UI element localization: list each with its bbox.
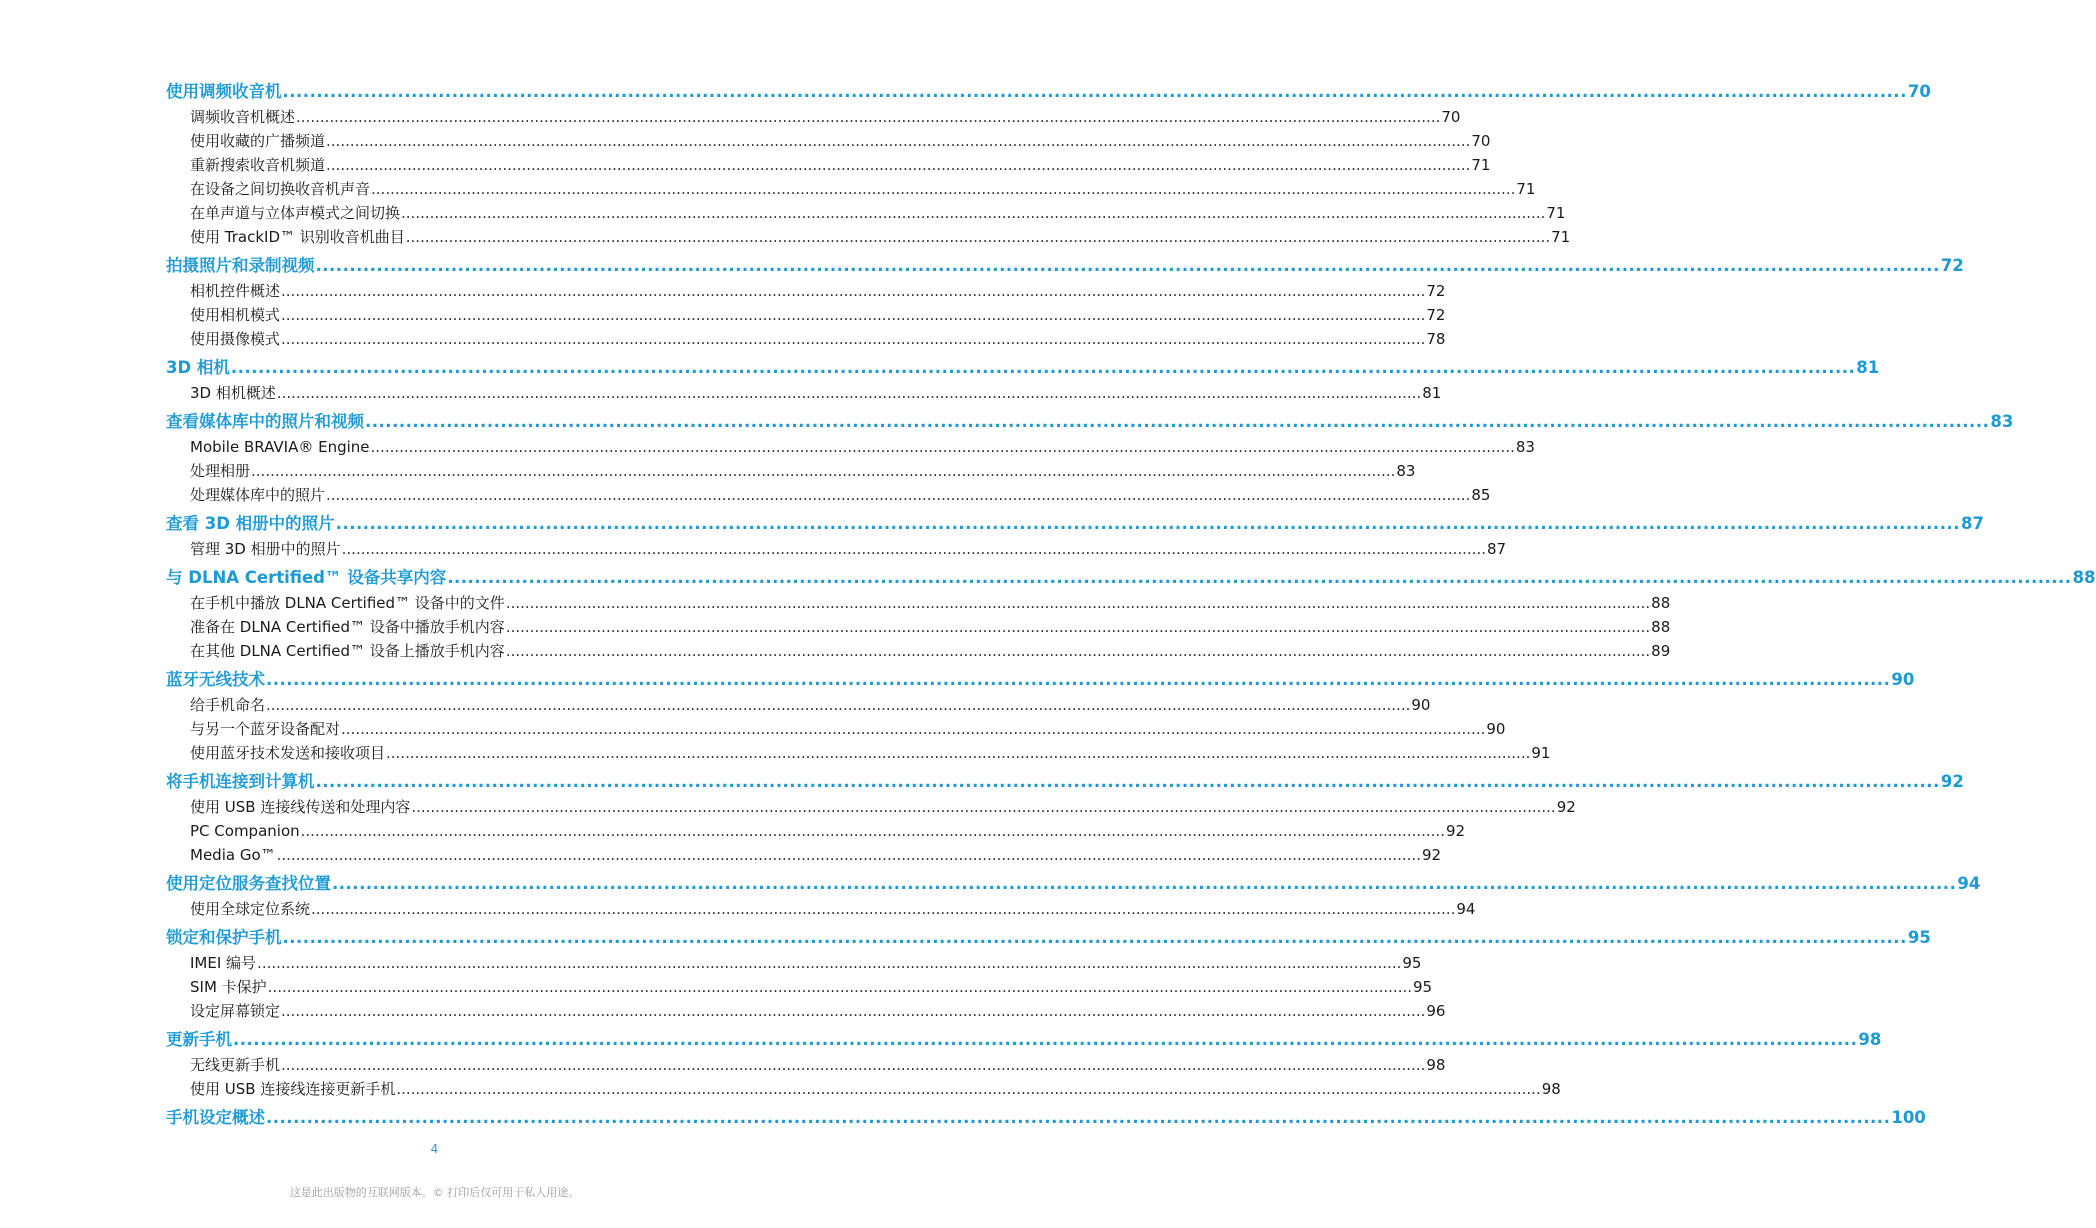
toc-item-title: 给手机命名 <box>190 696 266 714</box>
toc-section-page: 90 <box>1891 670 1915 689</box>
toc-item[interactable] <box>166 153 1491 177</box>
dot-leader: ................................................................................................................................................................................................................................................ <box>505 618 1651 636</box>
toc-section-title: 使用调频收音机 <box>166 82 282 101</box>
toc-item-title: 使用蓝牙技术发送和接收项目 <box>190 744 386 762</box>
dot-leader: ................................................................................................................................................................................................................................................ <box>315 256 1940 275</box>
toc-item-title: Mobile BRAVIA® Engine <box>190 438 370 456</box>
dot-leader: ................................................................................................................................................................................................................................................ <box>341 540 1486 558</box>
toc-section-title: 使用定位服务查找位置 <box>166 874 331 893</box>
dot-leader: ................................................................................................................................................................................................................................................ <box>267 978 1412 996</box>
toc-item-page: 78 <box>1426 330 1446 348</box>
toc-item-page: 71 <box>1551 228 1571 246</box>
toc-item[interactable] <box>166 201 1566 225</box>
toc-item[interactable] <box>166 717 1506 741</box>
toc-item[interactable] <box>166 819 1466 843</box>
toc-item-page: 72 <box>1426 282 1446 300</box>
toc-item-title: 重新搜索收音机频道 <box>190 156 326 174</box>
toc-section-page: 83 <box>1990 412 2014 431</box>
toc-item[interactable] <box>166 741 1551 765</box>
toc-section-title: 查看媒体库中的照片和视频 <box>166 412 364 431</box>
toc-item-title: 使用摄像模式 <box>190 330 281 348</box>
toc-item-page: 95 <box>1413 978 1433 996</box>
toc-item-page: 70 <box>1471 132 1491 150</box>
toc-section-title: 锁定和保护手机 <box>166 928 282 947</box>
toc-item-title: 使用 USB 连接线传送和处理内容 <box>190 798 411 816</box>
toc-item-title: 准备在 DLNA Certified™ 设备中播放手机内容 <box>190 618 505 636</box>
toc-item[interactable] <box>166 999 1446 1023</box>
toc-item-page: 71 <box>1546 204 1566 222</box>
dot-leader: ................................................................................................................................................................................................................................................ <box>326 132 1471 150</box>
toc-item-page: 87 <box>1486 540 1507 558</box>
dot-leader: ................................................................................................................................................................................................................................................ <box>365 412 1990 431</box>
toc-item[interactable] <box>166 795 1576 819</box>
toc-item-title: 使用相机模式 <box>190 306 281 324</box>
toc-section-page: 98 <box>1858 1030 1882 1049</box>
toc-item[interactable] <box>166 693 1431 717</box>
toc-section-title: 查看 3D 相册中的照片 <box>166 514 335 533</box>
toc-section[interactable] <box>166 666 1915 693</box>
toc-item-page: 98 <box>1541 1080 1561 1098</box>
toc-section-title: 将手机连接到计算机 <box>166 772 315 791</box>
dot-leader: ................................................................................................................................................................................................................................................ <box>276 384 1422 402</box>
footer-note: 这是此出版物的互联网版本。© 打印后仅可用于私人用途。 <box>289 1186 580 1199</box>
toc-section-title: 蓝牙无线技术 <box>166 670 265 689</box>
toc-item-title: 管理 3D 相册中的照片 <box>190 540 341 558</box>
toc-item-title: 使用收藏的广播频道 <box>190 132 326 150</box>
toc-item-page: 94 <box>1456 900 1476 918</box>
toc-item[interactable] <box>166 177 1536 201</box>
toc-item[interactable] <box>166 1053 1446 1077</box>
toc-item[interactable] <box>166 843 1442 867</box>
toc-item[interactable] <box>166 435 1535 459</box>
toc-section[interactable] <box>166 1026 1882 1053</box>
toc-section-title: 手机设定概述 <box>166 1108 265 1127</box>
dot-leader: ................................................................................................................................................................................................................................................ <box>371 180 1516 198</box>
dot-leader: ................................................................................................................................................................................................................................................ <box>311 900 1456 918</box>
dot-leader: ................................................................................................................................................................................................................................................ <box>396 1080 1541 1098</box>
toc-item[interactable] <box>166 381 1442 405</box>
toc-item-title: Media Go™ <box>190 846 276 864</box>
toc-section-page: 95 <box>1907 928 1931 947</box>
page-number: 4 <box>430 1142 439 1156</box>
toc-item-page: 95 <box>1402 954 1422 972</box>
toc-item[interactable] <box>166 975 1433 999</box>
toc-item-page: 90 <box>1486 720 1506 738</box>
toc-item[interactable] <box>166 1077 1561 1101</box>
toc-item-title: 使用全球定位系统 <box>190 900 311 918</box>
toc-item-page: 83 <box>1396 462 1416 480</box>
toc-item-title: PC Companion <box>190 822 300 840</box>
toc-item[interactable] <box>166 639 1671 663</box>
dot-leader: ................................................................................................................................................................................................................................................ <box>370 438 1515 456</box>
toc-item[interactable] <box>166 615 1671 639</box>
toc-section-page: 72 <box>1940 256 1964 275</box>
toc-section-title: 拍摄照片和录制视频 <box>166 256 315 275</box>
dot-leader: ................................................................................................................................................................................................................................................ <box>282 928 1907 947</box>
toc-section[interactable] <box>166 870 1981 897</box>
dot-leader: ................................................................................................................................................................................................................................................ <box>341 720 1486 738</box>
toc-item[interactable] <box>166 537 1507 561</box>
toc-section[interactable] <box>166 1104 1926 1131</box>
toc-item-page: 72 <box>1426 306 1446 324</box>
toc-section-page: 87 <box>1961 514 1984 533</box>
dot-leader: ................................................................................................................................................................................................................................................ <box>266 1108 1891 1127</box>
toc-item[interactable] <box>166 225 1571 249</box>
dot-leader: ................................................................................................................................................................................................................................................ <box>505 594 1651 612</box>
toc-section[interactable] <box>166 252 1964 279</box>
toc-section[interactable] <box>166 564 2096 591</box>
dot-leader: ................................................................................................................................................................................................................................................ <box>281 282 1426 300</box>
toc-section-page: 81 <box>1856 358 1880 377</box>
toc-item-page: 92 <box>1445 822 1466 840</box>
dot-leader: ................................................................................................................................................................................................................................................ <box>326 486 1471 504</box>
toc-item[interactable] <box>166 483 1491 507</box>
toc-item-page: 90 <box>1411 696 1431 714</box>
dot-leader: ................................................................................................................................................................................................................................................ <box>257 954 1402 972</box>
dot-leader: ................................................................................................................................................................................................................................................ <box>230 358 1856 377</box>
toc-item-title: 处理相册 <box>190 462 251 480</box>
toc-item-page: 70 <box>1441 108 1461 126</box>
toc-item[interactable] <box>166 327 1446 351</box>
dot-leader: ................................................................................................................................................................................................................................................ <box>266 670 1891 689</box>
dot-leader: ................................................................................................................................................................................................................................................ <box>296 108 1441 126</box>
toc-section-page: 88 <box>2072 568 2096 587</box>
toc-section[interactable] <box>166 924 1931 951</box>
toc-section[interactable] <box>166 354 1880 381</box>
dot-leader: ................................................................................................................................................................................................................................................ <box>251 462 1396 480</box>
toc-item-title: 在其他 DLNA Certified™ 设备上播放手机内容 <box>190 642 505 660</box>
dot-leader: ................................................................................................................................................................................................................................................ <box>281 1056 1426 1074</box>
toc-item-title: 3D 相机概述 <box>190 384 276 402</box>
dot-leader: ................................................................................................................................................................................................................................................ <box>326 156 1471 174</box>
dot-leader: ................................................................................................................................................................................................................................................ <box>335 514 1961 533</box>
toc-section[interactable] <box>166 408 2014 435</box>
toc-item-page: 98 <box>1426 1056 1446 1074</box>
toc-item[interactable] <box>166 591 1671 615</box>
toc-item-title: IMEI 编号 <box>190 954 257 972</box>
toc-section-page: 92 <box>1940 772 1964 791</box>
toc-item-page: 92 <box>1556 798 1576 816</box>
dot-leader: ................................................................................................................................................................................................................................................ <box>401 204 1546 222</box>
dot-leader: ................................................................................................................................................................................................................................................ <box>266 696 1411 714</box>
toc-item-page: 71 <box>1471 156 1491 174</box>
toc-item-title: SIM 卡保护 <box>190 978 267 996</box>
toc-section-title: 与 DLNA Certified™ 设备共享内容 <box>166 568 447 587</box>
dot-leader: ................................................................................................................................................................................................................................................ <box>233 1030 1858 1049</box>
toc-section-page: 100 <box>1891 1108 1926 1127</box>
toc-item-title: 处理媒体库中的照片 <box>190 486 326 504</box>
toc-section-title: 3D 相机 <box>166 358 230 377</box>
toc-section-page: 70 <box>1907 82 1931 101</box>
dot-leader: ................................................................................................................................................................................................................................................ <box>447 568 2072 587</box>
dot-leader: ................................................................................................................................................................................................................................................ <box>281 330 1426 348</box>
toc-item[interactable] <box>166 951 1422 975</box>
toc-item[interactable] <box>166 129 1491 153</box>
toc-item-page: 89 <box>1651 642 1671 660</box>
toc-item-title: 与另一个蓝牙设备配对 <box>190 720 341 738</box>
dot-leader: ................................................................................................................................................................................................................................................ <box>300 822 1445 840</box>
dot-leader: ................................................................................................................................................................................................................................................ <box>281 1002 1426 1020</box>
dot-leader: ................................................................................................................................................................................................................................................ <box>276 846 1421 864</box>
toc-item[interactable] <box>166 897 1476 921</box>
toc-item-page: 83 <box>1515 438 1535 456</box>
toc-item-title: 使用 TrackID™ 识别收音机曲目 <box>190 228 405 246</box>
toc-item-title: 无线更新手机 <box>190 1056 281 1074</box>
table-of-contents <box>166 78 2096 1131</box>
dot-leader: ................................................................................................................................................................................................................................................ <box>405 228 1551 246</box>
toc-item-title: 在单声道与立体声模式之间切换 <box>190 204 401 222</box>
toc-section[interactable] <box>166 510 1984 537</box>
dot-leader: ................................................................................................................................................................................................................................................ <box>411 798 1556 816</box>
toc-item-page: 92 <box>1421 846 1442 864</box>
toc-item-title: 调频收音机概述 <box>190 108 296 126</box>
dot-leader: ................................................................................................................................................................................................................................................ <box>281 306 1426 324</box>
dot-leader: ................................................................................................................................................................................................................................................ <box>315 772 1940 791</box>
toc-item-title: 使用 USB 连接线连接更新手机 <box>190 1080 396 1098</box>
toc-item-title: 在手机中播放 DLNA Certified™ 设备中的文件 <box>190 594 505 612</box>
toc-item-page: 96 <box>1426 1002 1446 1020</box>
dot-leader: ................................................................................................................................................................................................................................................ <box>332 874 1957 893</box>
dot-leader: ................................................................................................................................................................................................................................................ <box>282 82 1907 101</box>
toc-section[interactable] <box>166 768 1964 795</box>
toc-item-page: 88 <box>1651 618 1671 636</box>
toc-section-title: 更新手机 <box>166 1030 232 1049</box>
toc-item-title: 设定屏幕锁定 <box>190 1002 281 1020</box>
toc-item-title: 相机控件概述 <box>190 282 281 300</box>
toc-item-title: 在设备之间切换收音机声音 <box>190 180 371 198</box>
toc-section[interactable] <box>166 78 1931 105</box>
toc-item-page: 71 <box>1516 180 1536 198</box>
toc-item[interactable] <box>166 105 1461 129</box>
toc-item[interactable] <box>166 459 1416 483</box>
toc-item-page: 88 <box>1651 594 1671 612</box>
toc-item[interactable] <box>166 279 1446 303</box>
toc-item-page: 85 <box>1471 486 1491 504</box>
toc-item-page: 91 <box>1531 744 1551 762</box>
dot-leader: ................................................................................................................................................................................................................................................ <box>505 642 1651 660</box>
toc-section-page: 94 <box>1957 874 1981 893</box>
toc-item[interactable] <box>166 303 1446 327</box>
toc-item-page: 81 <box>1422 384 1442 402</box>
dot-leader: ................................................................................................................................................................................................................................................ <box>386 744 1531 762</box>
